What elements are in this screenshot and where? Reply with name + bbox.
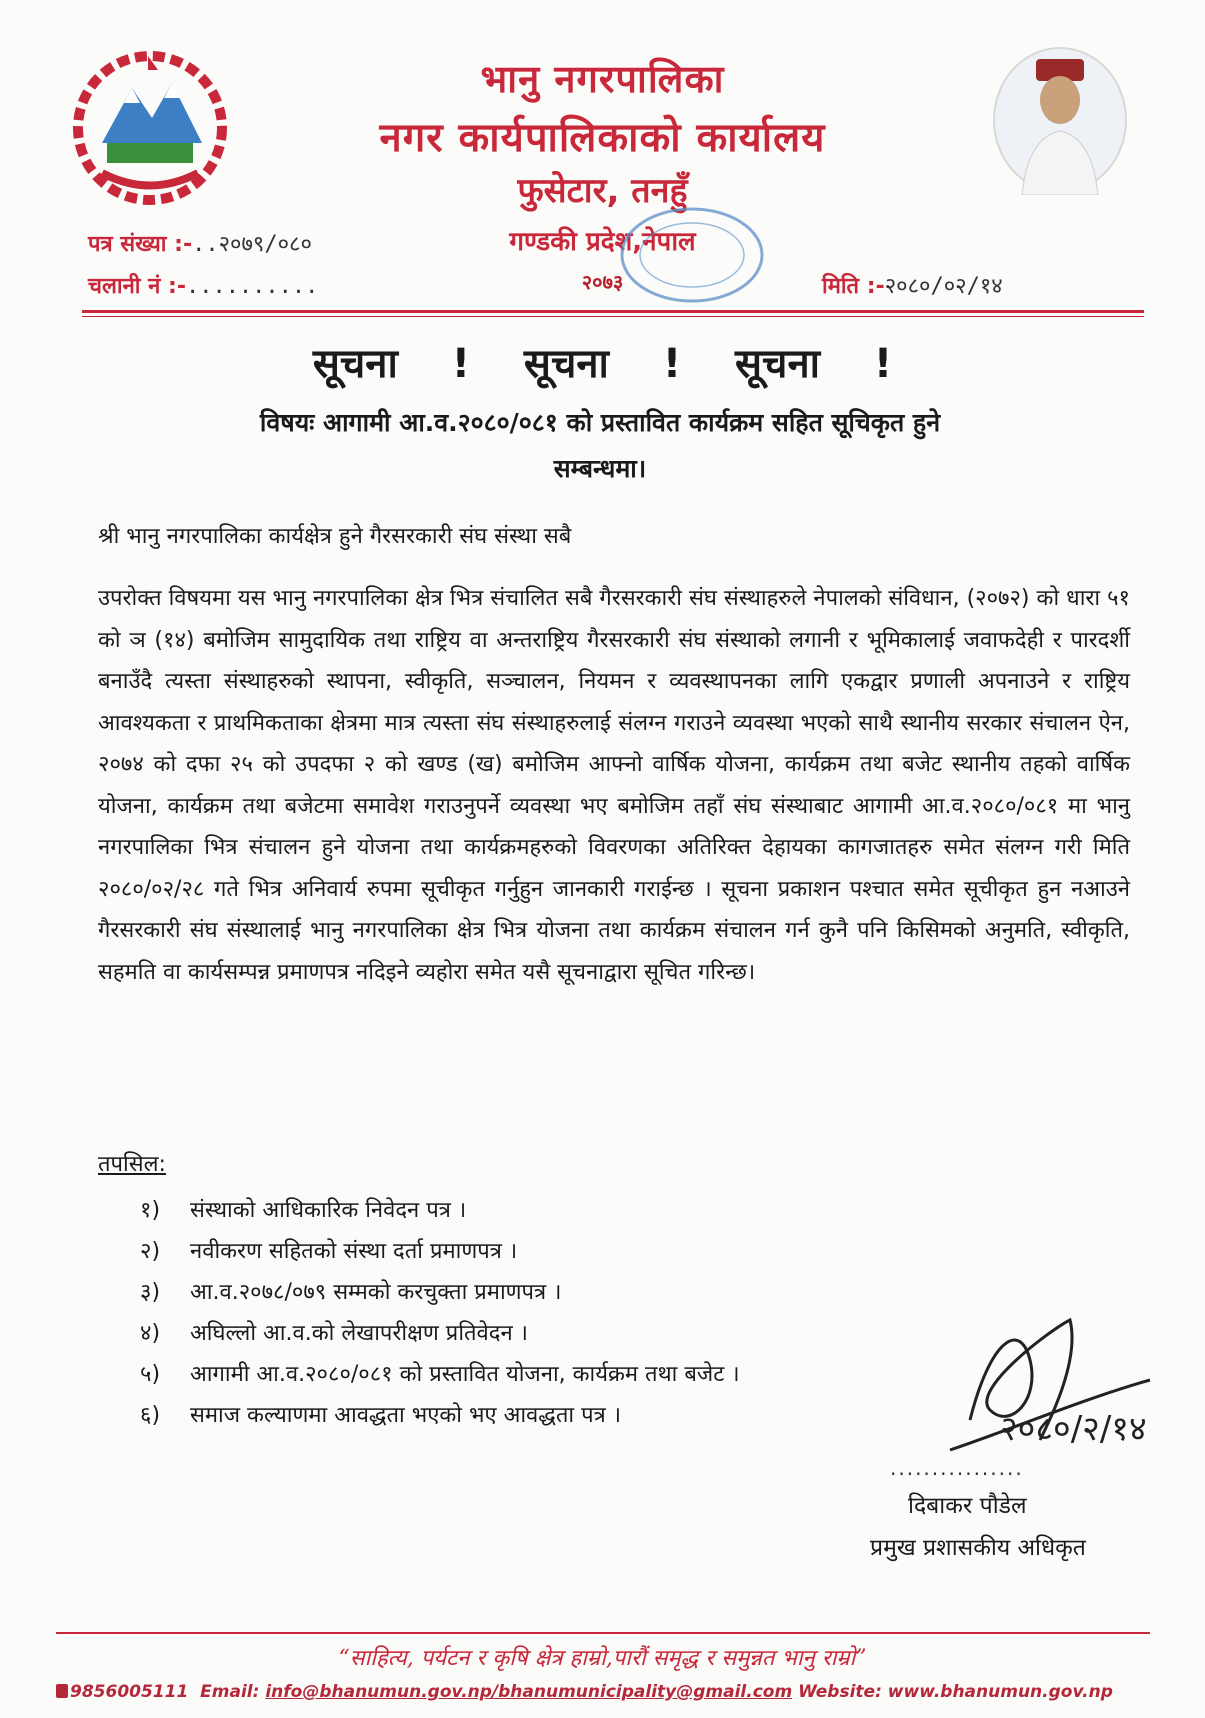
office-stamp-icon: [612, 200, 772, 310]
notice-subject: [150, 400, 1050, 492]
phone-icon: [56, 1684, 68, 1698]
date-value: २०८०/०२/१४: [884, 274, 1003, 299]
signature-line: ................: [890, 1456, 1024, 1480]
website-label: Website:: [798, 1682, 882, 1702]
portrait-icon: [990, 45, 1130, 195]
website-link[interactable]: www.bhanumun.gov.np: [887, 1682, 1113, 1702]
list-item: ५) आगामी आ.व.२०८०/०८१ को प्रस्तावित योजना, कार्यक्रम तथा बजेट ।: [140, 1362, 740, 1387]
signature-date: २०८०/२/१४: [1000, 1409, 1147, 1449]
date-line: [822, 270, 1003, 300]
municipality-name: भानु नगरपालिका: [480, 57, 725, 101]
addressee: श्री भानु नगरपालिका कार्यक्षेत्र हुने गैरसरकारी संघ संस्था सबै: [98, 524, 572, 549]
list-item: ६) समाज कल्याणमा आवद्धता भएको भए आवद्धता पत्र ।: [140, 1403, 622, 1428]
signatory-name: दिबाकर पौडेल: [908, 1493, 1027, 1519]
email-link[interactable]: info@bhanumun.gov.np/bhanumunicipality@gmail.com: [265, 1682, 793, 1702]
dispatch-number-value: ..........: [185, 274, 319, 299]
signature-icon: [930, 1300, 1160, 1480]
established-year: २०७३: [581, 270, 624, 294]
notice-title: सूचना ! सूचना ! सूचना !: [312, 341, 893, 387]
footer-divider: [56, 1632, 1150, 1634]
footer-contact: [56, 1682, 1156, 1702]
letter-number-label: पत्र संख्या :-: [88, 232, 193, 257]
list-item: ३) आ.व.२०७८/०७९ सम्मको करचुक्ता प्रमाणपत्र ।: [140, 1280, 562, 1305]
attachments-heading: तपसिल:: [98, 1152, 166, 1177]
phone-number: 9856005111: [70, 1682, 189, 1702]
email-label: Email:: [200, 1682, 260, 1702]
list-item: २) नवीकरण सहितको संस्था दर्ता प्रमाणपत्र ।: [140, 1239, 518, 1264]
dispatch-number-label: चलानी नं :-: [88, 274, 186, 299]
header-divider-thin: [82, 316, 1144, 317]
subject-line-2: सम्बन्धमा।: [553, 454, 647, 483]
signatory-title: प्रमुख प्रशासकीय अधिकृत: [870, 1535, 1086, 1561]
list-item: १) संस्थाको आधिकारिक निवेदन पत्र ।: [140, 1198, 467, 1223]
dispatch-number: [88, 270, 318, 300]
office-address: फुसेटार, तनहुँ: [517, 171, 688, 211]
subject-line-1: विषयः आगामी आ.व.२०८०/०८१ को प्रस्तावित कार्यक्रम सहित सूचिकृत हुने: [259, 408, 941, 437]
date-label: मिति :-: [822, 274, 885, 299]
letter-number: [88, 228, 312, 258]
letter-number-value: ..२०७९/०८०: [192, 232, 312, 257]
attachments-list: [140, 1190, 740, 1436]
notice-body: उपरोक्त विषयमा यस भानु नगरपालिका क्षेत्र भित्र संचालित सबै गैरसरकारी संघ संस्थाहरुले नेपालको संविधान, (२०७२) को धारा ५१ को ञ (१४) बमोजिम सामुदायिक तथा राष्ट्रिय वा अन्तराष्ट्रिय गैरसरकारी संघ संस्थाको लगानी र भूमिकालाई जवाफदेही र पारदर्शी बनाउँदै त्यस्ता संस्थाहरुको स्थापना, स्वीकृति, सञ्चालन, नियमन र व्यवस्थापनका लागि एकद्वार प्रणाली अपनाउने र राष्ट्रिय आवश्यकता र प्राथमिकताका क्षेत्रमा मात्र त्यस्ता संघ संस्थाहरुलाई संलग्न गराउने व्यवस्था भएको साथै स्थानीय सरकार संचालन ऐन, २०७४ को दफा २५ को उपदफा २ को खण्ड (ख) बमोजिम आफ्नो वार्षिक योजना, कार्यक्रम तथा बजेट स्थानीय तहको वार्षिक योजना, कार्यक्रम तथा बजेटमा समावेश गराउनुपर्ने व्यवस्था भए बमोजिम तहाँ संघ संस्थाबाट आगामी आ.व.२०८०/०८१ मा भानु नगरपालिका भित्र संचालन हुने योजना तथा कार्यक्रमहरुको विवरणका अतिरिक्त देहायका कागजातहरु समेत संलग्न गरी मिति २०८०/०२/२८ गते भित्र अनिवार्य रुपमा सूचीकृत गर्नुहुन जानकारी गराईन्छ । सूचना प्रकाशन पश्चात समेत सूचीकृत हुन नआउने गैरसरकारी संघ संस्थालाई भानु नगरपालिका क्षेत्र भित्र योजना तथा कार्यक्रम संचालन गर्न कुनै पनि किसिमको अनुमति, स्वीकृति, सहमति वा कार्यसम्पन्न प्रमाणपत्र नदिइने व्यहोरा समेत यसै सूचनाद्वारा सूचित गरिन्छ।: [98, 586, 1130, 985]
province-name: गण्डकी प्रदेश,नेपाल: [509, 227, 696, 257]
header-divider: [82, 310, 1144, 313]
footer-slogan: “साहित्य, पर्यटन र कृषि क्षेत्र हाम्रो,पारौं समृद्ध र समुन्नत भानु राम्रो”: [338, 1646, 867, 1671]
office-name: नगर कार्यपालिकाको कार्यालय: [379, 115, 826, 161]
list-item: ४) अघिल्लो आ.व.को लेखापरीक्षण प्रतिवेदन ।: [140, 1321, 529, 1346]
